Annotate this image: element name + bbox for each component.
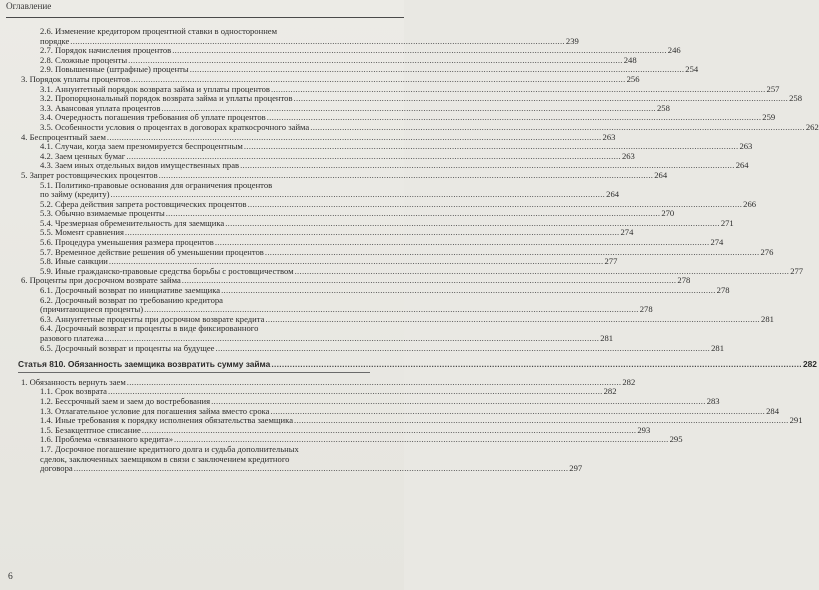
toc-entry-text: порядке bbox=[40, 35, 70, 46]
toc-page-number: 295 bbox=[669, 434, 683, 445]
toc-page-number: 276 bbox=[760, 246, 774, 257]
toc-entry-text: 6.5. Досрочный возврат и проценты на будущее bbox=[40, 342, 215, 353]
toc-entry-text: 5.1. Политико-правовые основания для ограничения процентов bbox=[40, 179, 273, 190]
toc-entry-text: 5.9. Иные гражданско-правовые средства борьбы с ростовщичеством bbox=[40, 265, 294, 276]
toc-page-number: 263 bbox=[621, 150, 635, 161]
toc-entry-text: по займу (кредиту) bbox=[40, 189, 110, 200]
toc-page-number: 248 bbox=[623, 54, 637, 65]
toc-entry-text: 2.6. Изменение кредитором процентной ставки в одностороннем bbox=[40, 26, 278, 36]
toc-page-number: 278 bbox=[677, 275, 691, 286]
dot-leader bbox=[74, 464, 569, 474]
toc-entry-text: 1.3. Отлагательное условие для погашения займа вместо срока bbox=[40, 405, 270, 416]
toc-page-number: 257 bbox=[766, 83, 780, 94]
toc-page-number: 274 bbox=[710, 237, 724, 248]
toc-page-number: 264 bbox=[654, 169, 668, 180]
toc-entry-text: 6.3. Аннуитетные проценты при досрочном возврате кредита bbox=[40, 313, 265, 324]
toc-page-number: 281 bbox=[711, 342, 724, 353]
toc-page-number: 283 bbox=[706, 395, 720, 406]
toc-page-number: 259 bbox=[762, 112, 776, 123]
page-number: 6 bbox=[8, 572, 13, 582]
toc-page-number: 297 bbox=[569, 463, 583, 474]
toc-entry-text: 1.1. Срок возврата bbox=[40, 386, 108, 397]
toc-entry-text: договора bbox=[40, 463, 73, 474]
toc-entry-text: сделок, заключенных заемщиком в связи с заключением кредитного bbox=[40, 453, 290, 464]
toc-entry-text: 4. Беспроцентный заем bbox=[21, 131, 106, 142]
toc-page-number: 278 bbox=[639, 304, 653, 315]
toc-entry-text: 2.9. Повышенные (штрафные) проценты bbox=[40, 64, 189, 75]
toc-page-number: 277 bbox=[790, 265, 804, 276]
toc-entry-text: 3.4. Очередность погашения требования об уплате процентов bbox=[40, 112, 266, 123]
toc-entry-text: 6.4. Досрочный возврат и проценты в виде фиксированного bbox=[40, 323, 259, 334]
toc-page-number: 256 bbox=[626, 73, 640, 84]
header-rule bbox=[6, 17, 404, 18]
toc-entry[interactable] bbox=[18, 179, 620, 200]
toc-entry-text: 1. Обязанность вернуть заем bbox=[21, 376, 126, 387]
toc-page-number: 263 bbox=[739, 141, 753, 152]
toc-entry-text: 4.3. Заем иных отдельных видов имущественных прав bbox=[40, 160, 240, 171]
toc-entry[interactable] bbox=[18, 323, 614, 343]
toc-page-number: 239 bbox=[565, 35, 579, 46]
toc-entry-text: 6.2. Досрочный возврат по требованию кредитора bbox=[40, 294, 223, 305]
toc-page-number: 274 bbox=[620, 227, 634, 238]
toc-entry-text: 5.5. Момент сравнения bbox=[40, 227, 124, 238]
toc-entry-text: 5.3. Обычно взимаемые проценты bbox=[40, 208, 165, 219]
toc-page-number: 262 bbox=[805, 121, 819, 132]
toc-entry-text: 1.6. Проблема «связанного кредита» bbox=[40, 434, 174, 445]
toc-entry-text: 1.2. Бессрочный заем и заем до востребования bbox=[40, 395, 211, 406]
toc-entry-text: 1.4. Иные требования к порядку исполнения обязательства заемщика bbox=[40, 415, 294, 426]
toc-page-number: 282 bbox=[622, 376, 636, 387]
toc-entry-text: 6. Проценты при досрочном возврате займа bbox=[21, 275, 181, 286]
toc-page-number: 271 bbox=[720, 217, 734, 228]
toc-page-number: 258 bbox=[789, 93, 802, 104]
toc-entry-text: 5.2. Сфера действия запрета ростовщических процентов bbox=[40, 198, 247, 209]
toc-entry[interactable] bbox=[18, 342, 724, 354]
toc-entry-text: 3.1. Аннуитетный порядок возврата займа и уплаты процентов bbox=[40, 83, 270, 94]
toc-page-number: 254 bbox=[685, 64, 699, 75]
toc-entry-text: 5.4. Чрезмерная обременительность для заемщика bbox=[40, 217, 225, 228]
toc-page-number: 277 bbox=[604, 256, 618, 267]
toc-entry-text: 1.7. Досрочное погашение кредитного долга и судьба дополнительных bbox=[40, 443, 299, 454]
toc-entry-text: 5.8. Иные санкции bbox=[40, 256, 108, 267]
toc-entry[interactable] bbox=[18, 26, 579, 46]
toc-entry-text: 5.6. Процедура уменьшения размера процентов bbox=[40, 237, 214, 248]
toc-page-number: 281 bbox=[761, 313, 774, 324]
toc-article[interactable] bbox=[18, 359, 817, 370]
toc-page-number: 270 bbox=[661, 208, 675, 219]
toc-entry-text: 3.3. Авансовая уплата процентов bbox=[40, 102, 161, 113]
toc-entry-text: 5. Запрет ростовщических процентов bbox=[21, 169, 158, 180]
toc-entry-text: 3. Порядок уплаты процентов bbox=[21, 73, 130, 84]
toc-entry[interactable] bbox=[18, 294, 653, 315]
toc-entry-text: 3.5. Особенности условия о процентах в договорах краткосрочного займа bbox=[40, 121, 310, 132]
toc-entry-text: 4.1. Случаи, когда заем презюмируется беспроцентным bbox=[40, 141, 243, 152]
toc-page-number: 264 bbox=[735, 160, 749, 171]
toc-entry-text: 1.5. Безакцептное списание bbox=[40, 424, 141, 435]
toc-entry-text: (причитающиеся проценты) bbox=[40, 304, 144, 315]
dot-leader bbox=[265, 315, 760, 325]
toc-page-number: 246 bbox=[667, 45, 681, 56]
table-of-contents bbox=[18, 26, 819, 474]
dot-leader bbox=[221, 286, 716, 296]
toc-page-number: 282 bbox=[802, 359, 817, 370]
toc-entry-text: 5.7. Временное действие решения об уменьшении процентов bbox=[40, 246, 264, 257]
toc-page-number: 284 bbox=[766, 405, 779, 416]
toc-page-number: 291 bbox=[789, 415, 803, 426]
toc-page-number: 263 bbox=[602, 131, 616, 142]
toc-entry[interactable] bbox=[18, 443, 583, 474]
toc-page-number: 293 bbox=[637, 424, 651, 435]
toc-page-number: 282 bbox=[603, 386, 617, 397]
toc-page-number: 258 bbox=[656, 102, 670, 113]
toc-entry-text: разового платежа bbox=[40, 333, 104, 343]
running-header: Оглавление bbox=[6, 1, 52, 11]
dot-leader bbox=[271, 360, 802, 370]
toc-entry-text: 4.2. Заем ценных бумаг bbox=[40, 150, 126, 161]
toc-page-number: 281 bbox=[600, 333, 614, 343]
toc-page-number: 266 bbox=[743, 198, 757, 209]
toc-entry-text: 3.2. Пропорциональный порядок возврата займа и уплаты процентов bbox=[40, 93, 293, 104]
toc-entry-text: 2.8. Сложные проценты bbox=[40, 54, 128, 65]
toc-page-number: 278 bbox=[716, 285, 730, 296]
toc-entry-text: 6.1. Досрочный возврат по инициативе заемщика bbox=[40, 285, 221, 296]
article-rule bbox=[18, 372, 370, 374]
toc-page-number: 264 bbox=[606, 189, 620, 200]
toc-entry-text: 2.7. Порядок начисления процентов bbox=[40, 45, 172, 56]
dot-leader bbox=[216, 344, 711, 354]
toc-entry-text: Статья 810. Обязанность заемщика возвратить сумму займа bbox=[18, 359, 271, 370]
